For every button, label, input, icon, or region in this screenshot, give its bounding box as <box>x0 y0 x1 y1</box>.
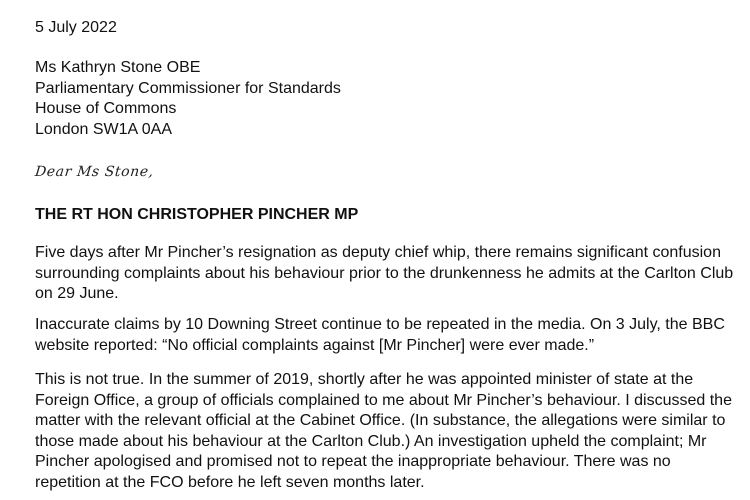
paragraph-line: repetition at the FCO before he left seven months later. <box>35 473 425 491</box>
address-line-name: Ms Kathryn Stone OBE <box>35 59 201 76</box>
paragraph-line: Foreign Office, a group of officials complained to me about Mr Pincher’s behaviour. I discussed the <box>35 391 732 409</box>
paragraph-line: matter with the relevant official at the Cabinet Office. (In substance, the allegations were similar to <box>35 412 726 429</box>
letter-page <box>35 0 735 500</box>
paragraph-line: surrounding complaints about his behaviour prior to the drunkenness he admits at the Carlton Club <box>35 264 734 282</box>
truncated-next-line <box>35 492 725 500</box>
paragraph-line: This is not true. In the summer of 2019, shortly after he was appointed minister of state at the <box>35 371 694 388</box>
address-line-city: London SW1A 0AA <box>35 120 172 138</box>
handwritten-salutation: Dear Ms Stone, <box>34 164 155 180</box>
address-line-title: Parliamentary Commissioner for Standards <box>35 79 341 97</box>
paragraph-line: Five days after Mr Pincher’s resignation as deputy chief whip, there remains significant confusion <box>35 244 721 261</box>
recipient-address <box>35 58 341 140</box>
paragraph-2 <box>35 315 725 356</box>
address-line-organisation: House of Commons <box>35 100 177 117</box>
paragraph-line: website reported: “No official complaints against [Mr Pincher] were ever made.” <box>35 336 595 354</box>
paragraph-line: Pincher apologised and promised not to repeat the inappropriate behaviour. There was no <box>35 453 671 470</box>
paragraph-line: those made about his behaviour at the Carlton Club.) An investigation upheld the complaint; Mr <box>35 432 707 450</box>
paragraph-1 <box>35 243 734 305</box>
paragraph-3 <box>35 370 732 493</box>
paragraph-line: Inaccurate claims by 10 Downing Street continue to be repeated in the media. On 3 July, the BBC <box>35 316 725 333</box>
letter-date: 5 July 2022 <box>35 19 117 36</box>
letter-subject: THE RT HON CHRISTOPHER PINCHER MP <box>35 206 359 223</box>
paragraph-line: on 29 June. <box>35 285 119 302</box>
